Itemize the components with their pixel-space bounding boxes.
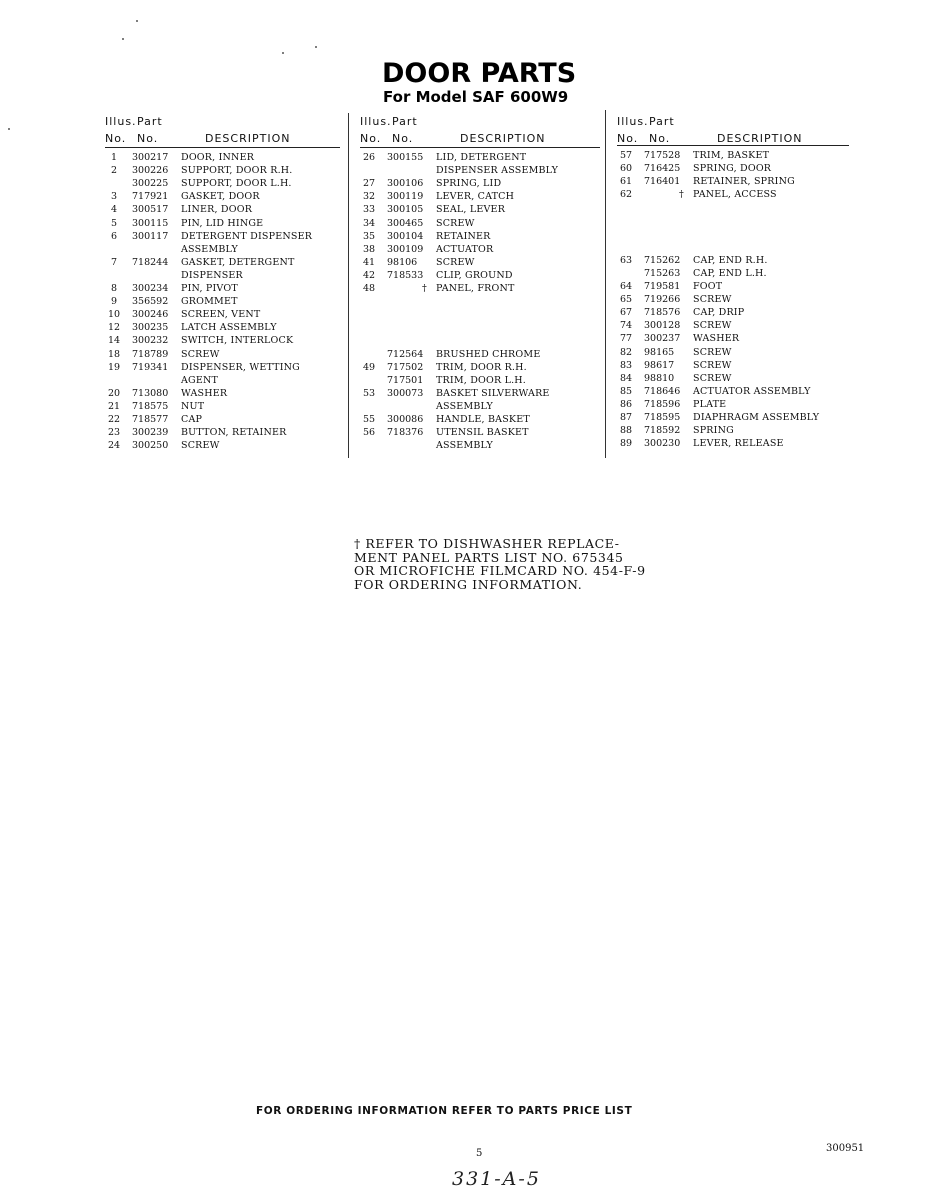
header-part: Part: [649, 115, 675, 128]
part-description: GASKET, DETERGENT: [181, 256, 295, 268]
header-part-no: No.: [649, 132, 671, 145]
part-description: SCREW: [693, 320, 732, 332]
illus-no: 18: [107, 348, 121, 360]
part-description: ACTUATOR: [436, 243, 494, 255]
illus-no: 42: [362, 269, 376, 281]
illus-no: 55: [362, 414, 376, 425]
part-description: SPRING, DOOR: [693, 163, 772, 175]
part-no: 98165: [644, 346, 675, 358]
part-description: SCREW: [693, 294, 732, 306]
note-line: † REFER TO DISHWASHER REPLACE-: [354, 536, 620, 551]
part-no: 98617: [644, 359, 675, 371]
part-description: TRIM, BASKET: [693, 150, 770, 161]
part-description: ACTUATOR ASSEMBLY: [693, 385, 811, 397]
part-no: 300230: [644, 438, 681, 450]
illus-no: 48: [362, 283, 376, 294]
illus-no: 64: [619, 281, 633, 292]
part-no: 300086: [387, 414, 424, 425]
part-no: 300225: [132, 178, 169, 190]
part-no: 300115: [132, 217, 169, 229]
header-illus-no: No.: [105, 132, 127, 145]
illus-no: 83: [619, 359, 633, 371]
illus-no: 20: [107, 387, 121, 399]
page-title: DOOR PARTS: [382, 58, 577, 89]
illus-no: 9: [110, 296, 118, 308]
part-no: 300250: [132, 440, 169, 452]
part-description: HANDLE, BASKET: [436, 414, 530, 425]
illus-no: 53: [362, 387, 376, 399]
illus-no: 8: [110, 283, 118, 294]
column-divider: [348, 113, 349, 458]
part-description: CAP, END R.H.: [693, 254, 768, 266]
footer-instruction: FOR ORDERING INFORMATION REFER TO PARTS PRICE LIST: [256, 1105, 633, 1117]
part-no: 300106: [387, 178, 424, 190]
part-no: 300237: [644, 333, 681, 345]
illus-no: 14: [107, 335, 121, 347]
part-no: 718646: [644, 385, 681, 397]
part-description: SCREW: [181, 348, 220, 360]
part-no: 717921: [132, 191, 169, 203]
parts-column-2: [360, 115, 603, 452]
header-illus-no: No.: [360, 132, 382, 145]
part-description: PLATE: [693, 398, 727, 410]
part-description: SPRING, LID: [436, 178, 502, 190]
part-no: 718596: [644, 398, 681, 410]
header-description: DESCRIPTION: [717, 132, 803, 145]
handwritten-annotation: 331-A-5: [452, 1168, 541, 1190]
header-part-no: No.: [137, 132, 159, 145]
part-description: NUT: [181, 400, 205, 412]
part-no: 300104: [387, 230, 424, 242]
part-description: ASSEMBLY: [436, 400, 493, 412]
part-no: 712564: [387, 348, 424, 360]
part-no: 300105: [387, 204, 424, 216]
part-description: CLIP, GROUND: [436, 269, 513, 281]
illus-no: 6: [110, 230, 118, 242]
part-description: SCREW: [693, 346, 732, 358]
part-description: DIAPHRAGM ASSEMBLY: [693, 412, 820, 423]
part-no: 717502: [387, 361, 424, 373]
column-header: [360, 115, 603, 149]
part-no: 715263: [644, 267, 681, 279]
illus-no: 63: [619, 254, 633, 266]
illus-no: 32: [362, 191, 376, 203]
part-description: CAP, END L.H.: [693, 267, 767, 279]
part-description: SCREW: [436, 217, 475, 229]
part-description: BRUSHED CHROME: [436, 348, 541, 360]
header-illus: Illus.: [105, 115, 137, 128]
part-description: SUPPORT, DOOR R.H.: [181, 165, 293, 177]
illus-no: 27: [362, 178, 376, 190]
illus-no: 34: [362, 217, 376, 229]
illus-no: 74: [619, 320, 633, 332]
part-description: RETAINER: [436, 230, 491, 242]
column-header: [617, 115, 852, 149]
illus-no: 57: [619, 150, 633, 161]
illus-no: 24: [107, 440, 121, 452]
part-description: RETAINER, SPRING: [693, 176, 795, 188]
part-description: UTENSIL BASKET: [436, 427, 529, 439]
header-rule: [617, 145, 849, 146]
part-description: SCREW: [693, 359, 732, 371]
illus-no: 7: [110, 256, 118, 268]
part-description: PANEL, ACCESS: [693, 189, 777, 201]
part-description: CAP, DRIP: [693, 307, 745, 319]
part-description: LEVER, RELEASE: [693, 438, 784, 450]
part-no: 719581: [644, 281, 681, 292]
part-no: †: [422, 283, 427, 294]
illus-no: 84: [619, 372, 633, 384]
part-no: 717528: [644, 150, 681, 161]
illus-no: 41: [362, 256, 376, 268]
part-no: 300226: [132, 165, 169, 177]
part-no: 300117: [132, 230, 169, 242]
part-no: 715262: [644, 254, 681, 266]
part-no: 300128: [644, 320, 681, 332]
header-description: DESCRIPTION: [205, 132, 291, 145]
illus-no: 33: [362, 204, 376, 216]
part-description: LEVER, CATCH: [436, 191, 515, 203]
header-part: Part: [137, 115, 163, 128]
scan-speck: [136, 20, 138, 22]
part-no: 718533: [387, 269, 424, 281]
page-number: 5: [476, 1148, 483, 1159]
part-no: †: [679, 189, 684, 201]
illus-no: 82: [619, 346, 633, 358]
part-no: 718577: [132, 414, 169, 425]
part-no: 98106: [387, 256, 418, 268]
header-illus-no: No.: [617, 132, 639, 145]
illus-no: 4: [110, 204, 118, 216]
parts-column-3: [617, 115, 852, 450]
part-description: ASSEMBLY: [181, 243, 238, 255]
part-description: GASKET, DOOR: [181, 191, 260, 203]
part-no: 300517: [132, 204, 169, 216]
part-description: PIN, PIVOT: [181, 283, 238, 294]
part-no: 300232: [132, 335, 169, 347]
part-description: TRIM, DOOR R.H.: [436, 361, 527, 373]
header-illus: Illus.: [360, 115, 392, 128]
part-no: 718592: [644, 425, 681, 437]
part-no: 718376: [387, 427, 424, 439]
part-no: 716425: [644, 163, 681, 175]
part-no: 718789: [132, 348, 169, 360]
part-description: GROMMET: [181, 296, 238, 308]
part-description: LATCH ASSEMBLY: [181, 322, 277, 334]
illus-no: 3: [110, 191, 118, 203]
part-description: SWITCH, INTERLOCK: [181, 335, 294, 347]
header-rule: [105, 147, 340, 148]
part-description: DOOR, INNER: [181, 152, 255, 163]
part-no: 300246: [132, 309, 169, 321]
illus-no: 67: [619, 307, 633, 319]
illus-no: 65: [619, 294, 633, 306]
part-no: 716401: [644, 176, 681, 188]
part-no: 356592: [132, 296, 169, 308]
note-line: MENT PANEL PARTS LIST NO. 675345: [354, 549, 624, 565]
part-no: 300234: [132, 283, 169, 294]
part-description: SCREW: [436, 256, 475, 268]
part-description: ASSEMBLY: [436, 440, 493, 452]
part-description: SCREW: [693, 372, 732, 384]
illus-no: 89: [619, 438, 633, 450]
illus-no: 56: [362, 427, 376, 439]
part-description: LINER, DOOR: [181, 204, 253, 216]
part-description: SPRING: [693, 425, 734, 437]
part-no: 718576: [644, 307, 681, 319]
ordering-note: [354, 537, 674, 591]
part-description: DISPENSER ASSEMBLY: [436, 165, 559, 177]
part-description: DISPENSER: [181, 269, 243, 281]
part-no: 718575: [132, 400, 169, 412]
column-divider: [605, 110, 606, 458]
illus-no: 10: [107, 309, 121, 321]
part-no: 300155: [387, 152, 424, 163]
illus-no: 21: [107, 400, 121, 412]
part-no: 719266: [644, 294, 681, 306]
part-description: WASHER: [693, 333, 740, 345]
part-description: CAP: [181, 414, 203, 425]
column-header: [105, 115, 345, 149]
part-description: AGENT: [181, 374, 219, 386]
scan-speck: [315, 46, 317, 48]
document-number: 300951: [826, 1143, 865, 1154]
part-description: SEAL, LEVER: [436, 204, 506, 216]
header-part-no: No.: [392, 132, 414, 145]
part-description: BASKET SILVERWARE: [436, 387, 550, 399]
scan-speck: [282, 52, 284, 54]
part-description: SUPPORT, DOOR L.H.: [181, 178, 292, 190]
part-no: 718595: [644, 412, 681, 423]
part-no: 300217: [132, 152, 169, 163]
part-description: WASHER: [181, 387, 228, 399]
illus-no: 87: [619, 412, 633, 423]
note-line: FOR ORDERING INFORMATION.: [354, 576, 583, 592]
illus-no: 22: [107, 414, 121, 425]
illus-no: 23: [107, 427, 121, 439]
scan-speck: [8, 128, 10, 130]
part-description: FOOT: [693, 281, 723, 292]
illus-no: 49: [362, 361, 376, 373]
illus-no: 61: [619, 176, 633, 188]
scan-speck: [122, 38, 124, 40]
parts-column-1: [105, 115, 345, 452]
illus-no: 19: [107, 361, 121, 373]
header-description: DESCRIPTION: [460, 132, 546, 145]
illus-no: 38: [362, 243, 376, 255]
part-description: BUTTON, RETAINER: [181, 427, 287, 439]
part-no: 300119: [387, 191, 424, 203]
part-no: 718244: [132, 256, 169, 268]
part-description: TRIM, DOOR L.H.: [436, 374, 527, 386]
part-no: 713080: [132, 387, 169, 399]
illus-no: 62: [619, 189, 633, 201]
page-subtitle: For Model SAF 600W9: [383, 88, 569, 106]
header-illus: Illus.: [617, 115, 649, 128]
part-no: 98810: [644, 372, 675, 384]
illus-no: 1: [110, 152, 118, 163]
illus-no: 86: [619, 398, 633, 410]
illus-no: 26: [362, 152, 376, 163]
illus-no: 88: [619, 425, 633, 437]
part-no: 717501: [387, 374, 424, 386]
part-description: PIN, LID HINGE: [181, 217, 264, 229]
part-no: 300235: [132, 322, 169, 334]
illus-no: 5: [110, 217, 118, 229]
part-no: 719341: [132, 361, 169, 373]
part-description: LID, DETERGENT: [436, 152, 527, 163]
header-part: Part: [392, 115, 418, 128]
part-description: DETERGENT DISPENSER: [181, 230, 313, 242]
part-description: SCREEN, VENT: [181, 309, 261, 321]
part-description: PANEL, FRONT: [436, 283, 515, 294]
illus-no: 12: [107, 322, 121, 334]
illus-no: 60: [619, 163, 633, 175]
note-line: OR MICROFICHE FILMCARD NO. 454-F-9: [354, 563, 646, 578]
illus-no: 2: [110, 165, 118, 177]
part-no: 300073: [387, 387, 424, 399]
illus-no: 85: [619, 385, 633, 397]
part-no: 300109: [387, 243, 424, 255]
part-no: 300239: [132, 427, 169, 439]
part-description: DISPENSER, WETTING: [181, 361, 300, 373]
part-no: 300465: [387, 217, 424, 229]
illus-no: 35: [362, 230, 376, 242]
part-description: SCREW: [181, 440, 220, 452]
illus-no: 77: [619, 333, 633, 345]
header-rule: [360, 147, 600, 148]
